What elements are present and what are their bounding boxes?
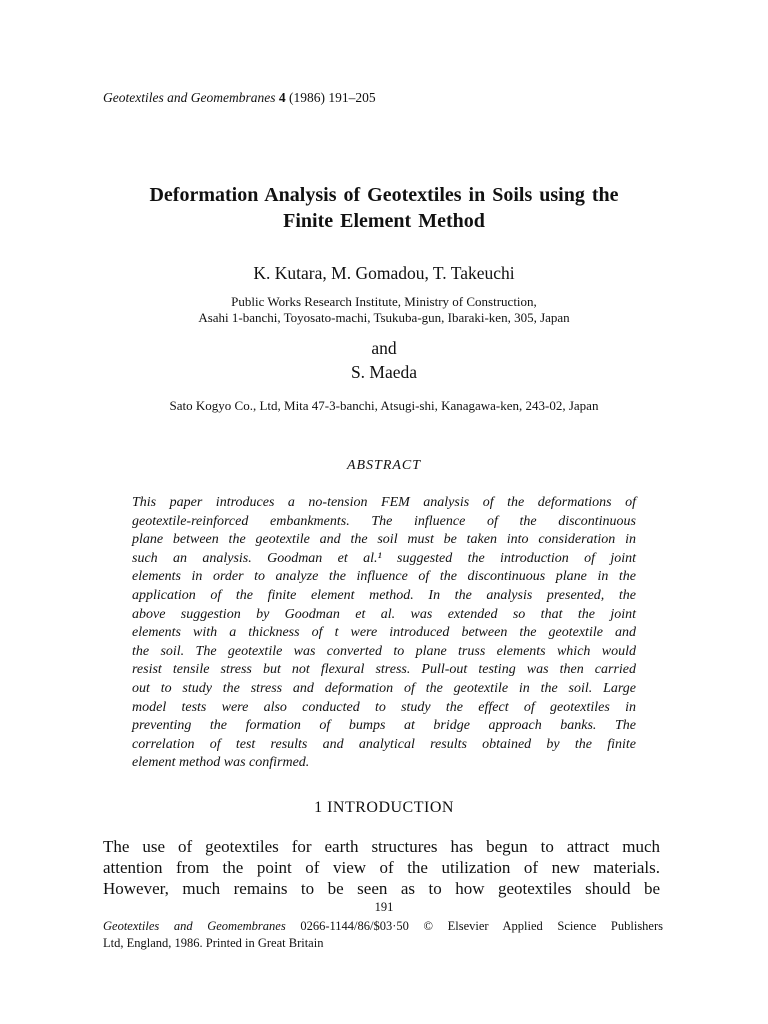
authors-and: and [371,338,397,358]
abstract-line: geotextile-reinforced embankments. The influence of the discontinuous [132,513,636,529]
abstract-line: such an analysis. Goodman et al.¹ suggested the introduction of joint [132,550,636,566]
abstract-line: resist tensile stress but not flexural stress. Pull-out testing was then carried [132,662,636,678]
author-list-2: S. Maeda [350,362,418,382]
abstract-line: element method was confirmed. [132,755,310,771]
abstract-line: the soil. The geotextile was converted to plane truss elements which would [132,643,636,659]
paper-title [90,182,678,234]
copyright-footer [103,918,663,952]
page-number: 191 [374,900,394,914]
abstract-line: plane between the geotextile and the soil must be taken into consideration in [132,532,636,548]
affiliation-2: Sato Kogyo Co., Ltd, Mita 47-3-banchi, Atsugi-shi, Kanagawa-ken, 243-02, Japan [169,398,599,413]
author-list-1: K. Kutara, M. Gomadou, T. Takeuchi [253,263,515,283]
introduction-body [103,836,660,899]
abstract-line: application of the finite element method. In the analysis presented, the [132,587,636,603]
abstract-line: This paper introduces a no-tension FEM analysis of the deformations of [132,495,636,510]
introduction-line: attention from the point of view of the utilization of new materials. [103,858,660,877]
paper-title-line-2: Finite Element Method [283,210,485,232]
journal-volume: 4 [278,90,286,105]
abstract-heading: ABSTRACT [346,458,422,473]
abstract-line: preventing the formation of bumps at bridge approach banks. The [132,718,636,734]
abstract-line: elements in order to analyze the influence of the discontinuous plane in the [132,569,636,585]
journal-year-pages: (1986) 191–205 [288,90,376,105]
affiliation-1-line-2: Asahi 1-banchi, Toyosato-machi, Tsukuba-gun, Ibaraki-ken, 305, Japan [198,310,570,325]
journal-name: Geotextiles and Geomembranes [103,90,276,105]
abstract-line: out to study the stress and deformation of the geotextile in the soil. Large [132,680,636,696]
abstract-line: model tests were also conducted to study the effect of geotextiles in [132,699,636,715]
journal-citation [103,90,376,106]
footer-line-1 [103,918,663,935]
paper-title-line-1: Deformation Analysis of Geotextiles in Soils using the [149,184,619,206]
abstract-line: correlation of test results and analytical results obtained by the finite [132,736,636,752]
section-heading-introduction: 1 INTRODUCTION [314,799,454,816]
introduction-line: However, much remains to be seen as to how geotextiles should be [103,879,660,898]
introduction-line: The use of geotextiles for earth structures has begun to attract much [103,837,660,856]
affiliation-1-line-1: Public Works Research Institute, Ministry of Construction, [231,294,537,309]
abstract-body [132,494,636,773]
footer-line-2: Ltd, England, 1986. Printed in Great Britain [103,936,324,950]
abstract-line: elements with a thickness of t were introduced between the geotextile and [132,625,636,641]
affiliation-1 [0,294,768,326]
abstract-line: above suggestion by Goodman et al. was extended so that the joint [132,606,636,622]
footer-journal-name: Geotextiles and Geomembranes [103,919,286,933]
footer-text-1: 0266-1144/86/$03·50 © Elsevier Applied Science Publishers [300,919,664,933]
